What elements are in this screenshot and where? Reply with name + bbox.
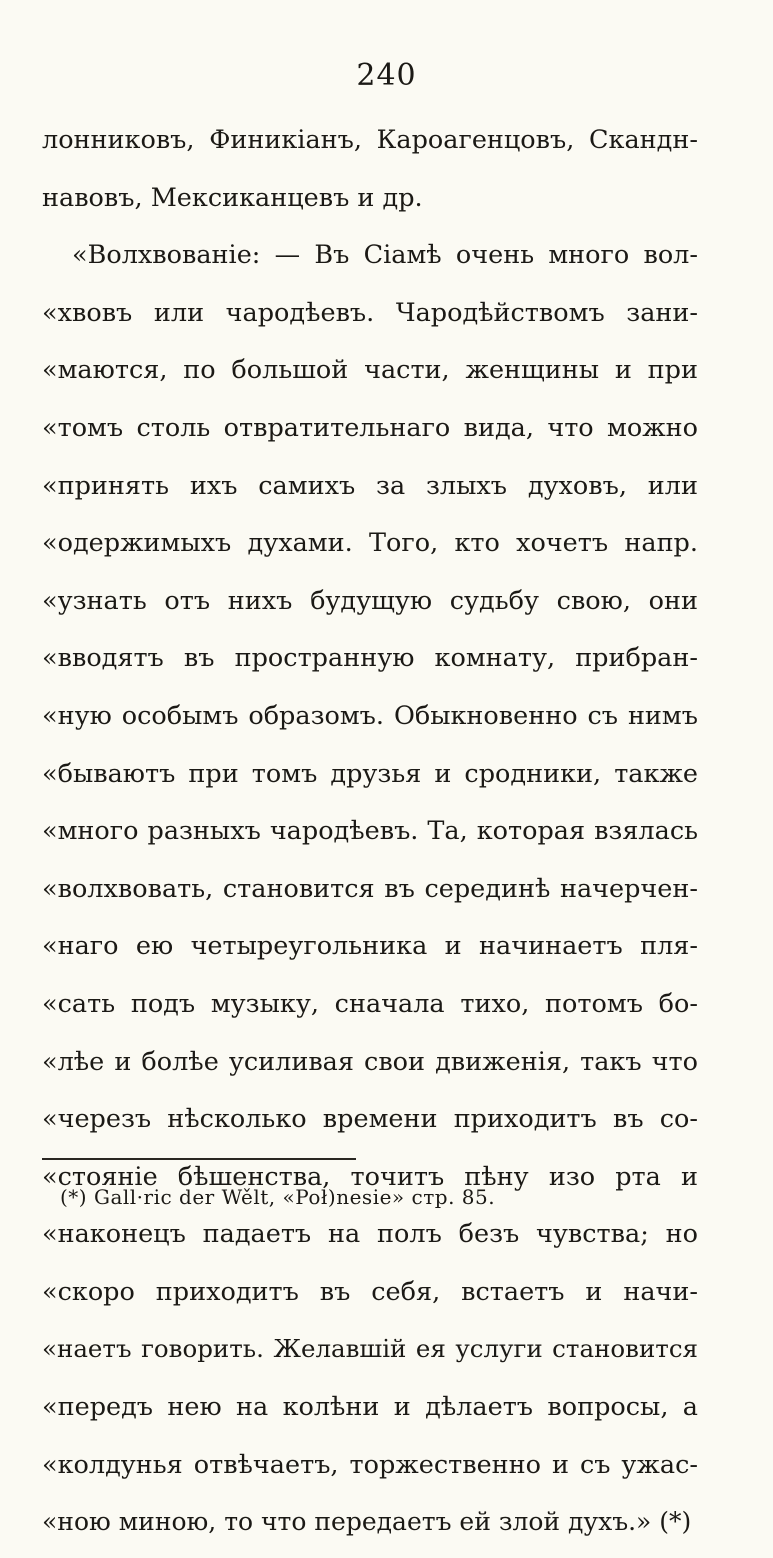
text-line: «наго ею четыреугольника и начинаетъ пля- [42,931,698,962]
text-line: «волхвовать, становится въ серединѣ начерчен- [42,873,698,904]
footnote: (*) Gall·ric der Wělt, «Poł)nesie» стр. 85. [60,1185,496,1209]
text-line: «маются, по большой части, женщины и при [42,355,698,386]
text-line: «хвовъ или чародѣевъ. Чародѣйствомъ зани- [42,297,698,328]
text-line: «наетъ говорить. Желавшій ея услуги становится [42,1334,698,1364]
text-line: «одержимыхъ духами. Того, кто хочетъ напр. [42,528,698,559]
text-line: «принять ихъ самихъ за злыхъ духовъ, или [42,470,698,501]
text-line: «вводятъ въ пространную комнату, прибран- [42,643,698,674]
page-number: 240 [356,58,417,93]
text-line: «сать подъ музыку, сначала тихо, потомъ бо- [42,988,698,1019]
text-line: «бываютъ при томъ друзья и сродники, также [42,758,698,789]
text-line: «ную особымъ образомъ. Обыкновенно съ нимъ [42,700,698,731]
text-line: «узнать отъ нихъ будущую судьбу свою, они [42,585,698,616]
text-line: «наконецъ падаетъ на полъ безъ чувства; но [42,1219,698,1250]
text-line: «стояніе бѣшенства, точитъ пѣну изо рта и [42,1161,698,1192]
text-line: навовъ, Мексиканцевъ и др. [42,182,423,213]
text-line: «Волхвованіе: — Въ Сіамѣ очень много вол- [72,240,698,271]
text-line: «ною миною, то что передаетъ ей злой духъ.» (*) [42,1507,692,1537]
text-line: лонниковъ, Финикіанъ, Кароагенцовъ, Скандн- [42,125,698,155]
text-line: «колдунья отвѣчаетъ, торжественно и съ ужас- [42,1449,698,1480]
text-line: «передъ нею на колѣни и дѣлаетъ вопросы, а [42,1392,698,1423]
text-line: «черезъ нѣсколько времени приходитъ въ со- [42,1104,698,1135]
footnote-divider [42,1158,356,1160]
text-line: «лѣе и болѣе усиливая свои движенія, такъ что [42,1046,698,1077]
text-line: «скоро приходитъ въ себя, встаетъ и начи- [42,1276,698,1307]
text-line: «много разныхъ чародѣевъ. Та, которая взялась [42,816,698,847]
body-text [42,118,698,1558]
text-line: «томъ столь отвратительнаго вида, что можно [42,412,698,443]
